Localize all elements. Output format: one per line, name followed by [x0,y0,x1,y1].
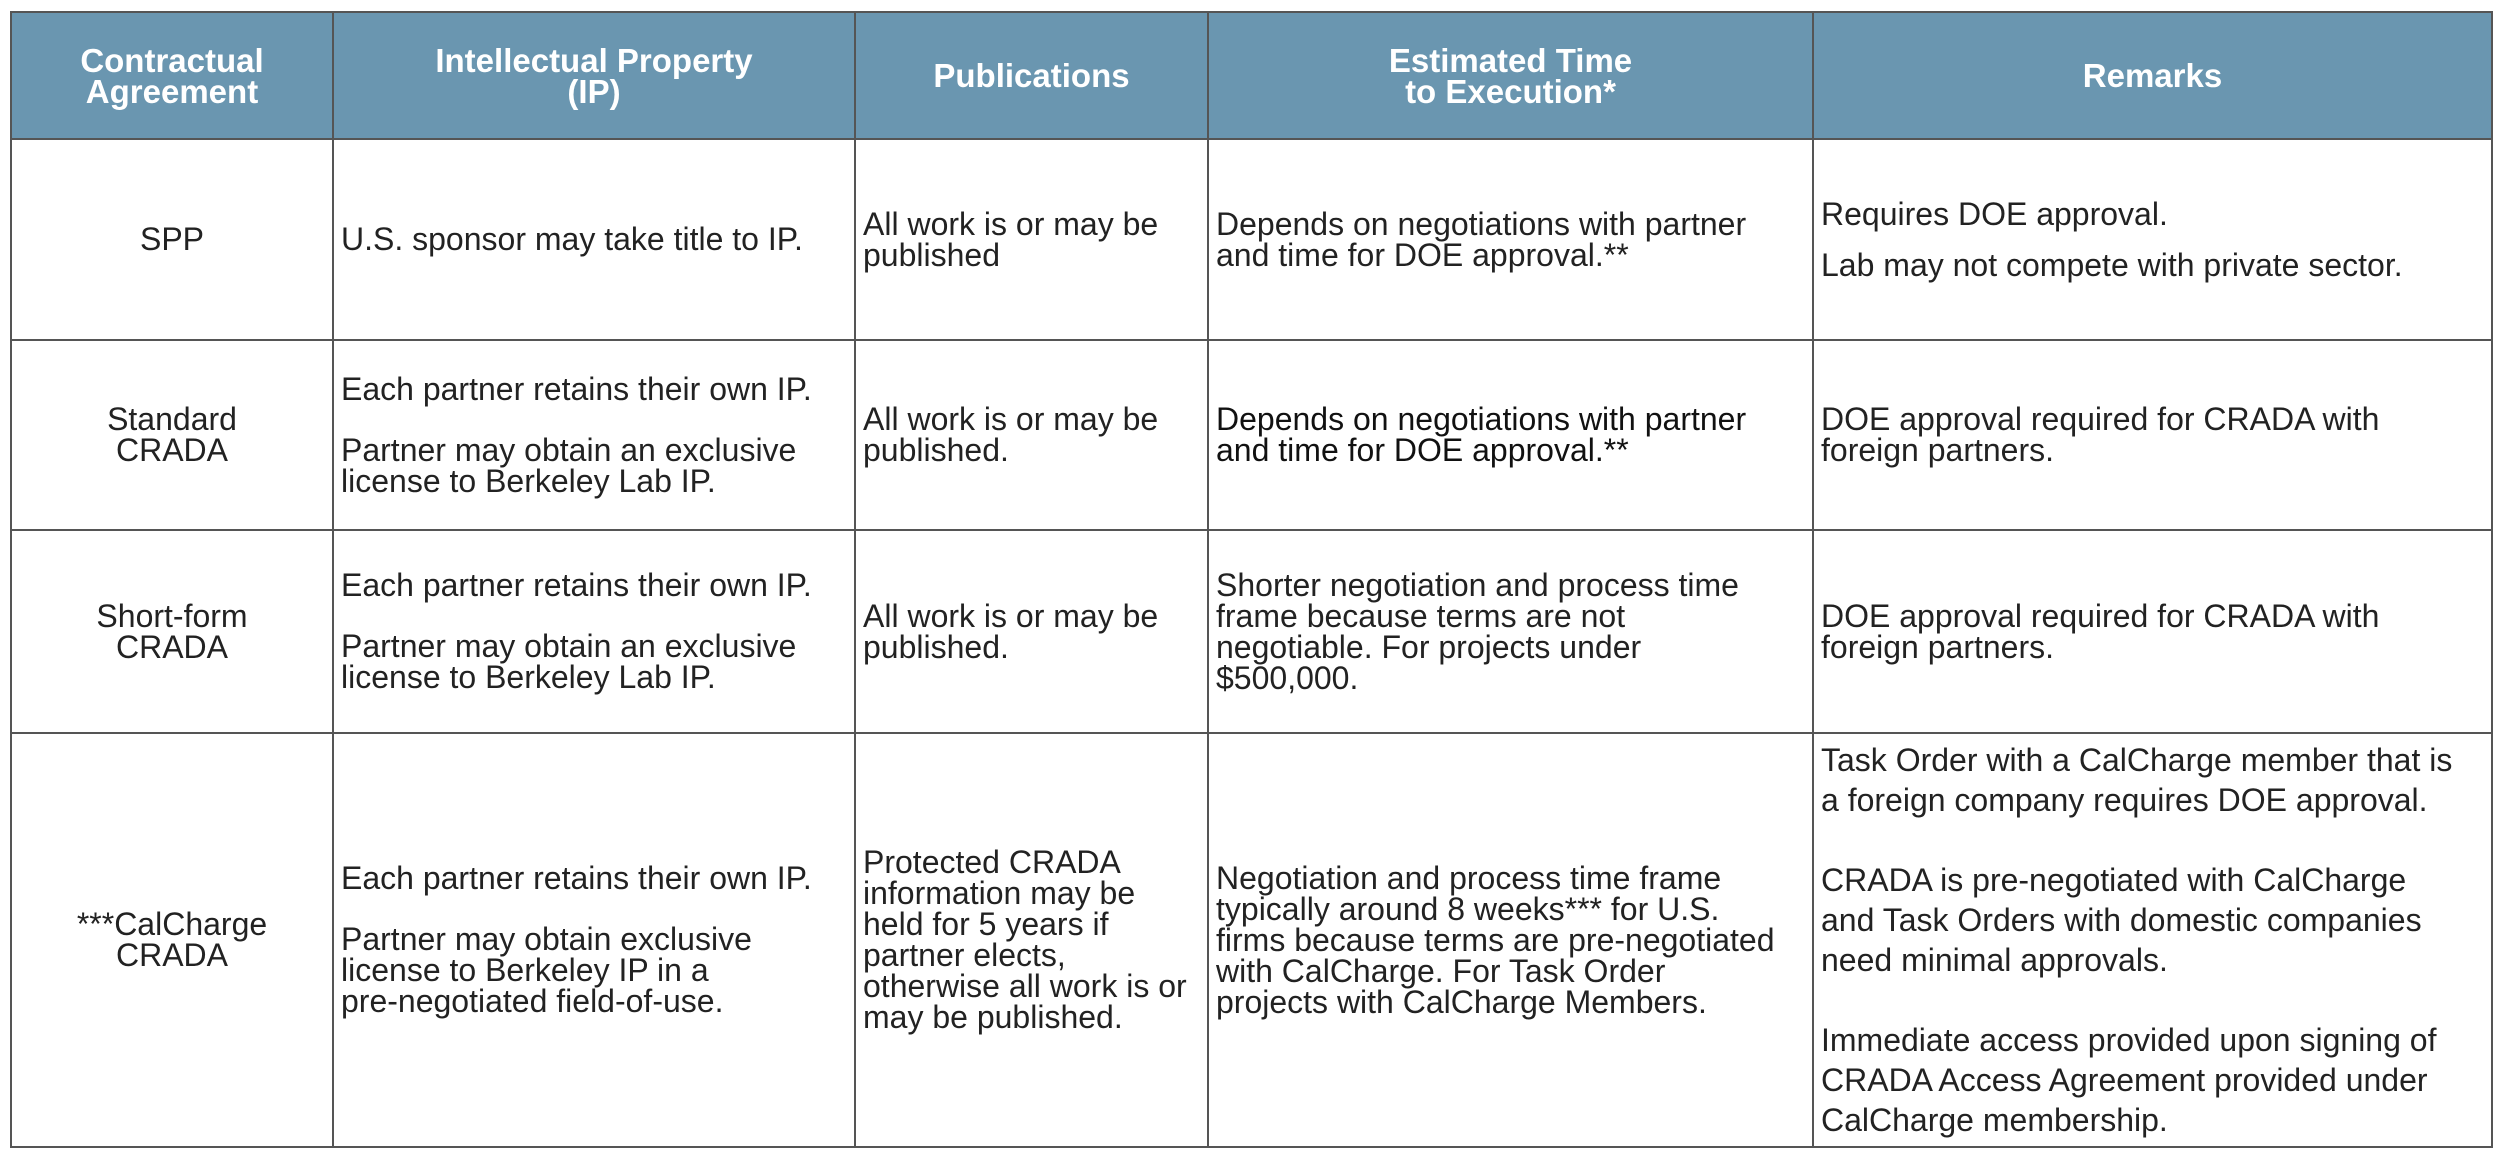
publications-cell: All work is or may be published [855,139,1208,340]
ip-cell: Each partner retains their own IP. Partner may obtain an exclusive license to Berkeley Lab IP. [333,340,855,530]
header-publications: Publications [855,12,1208,139]
header-remarks: Remarks [1813,12,2492,139]
publications-cell: All work is or may be published. [855,340,1208,530]
header-row [11,12,2492,139]
header-estimated-time: Estimated Time to Execution* [1208,12,1813,139]
ip-cell: Each partner retains their own IP. Partner may obtain exclusive license to Berkeley IP in a pre-negotiated field-of-use. [333,733,855,1147]
publications-cell: Protected CRADA information may be held for 5 years if partner elects, otherwise all work is or may be published. [855,733,1208,1147]
ip-cell: Each partner retains their own IP. Partner may obtain an exclusive license to Berkeley Lab IP. [333,530,855,733]
table-row-short-form-crada [11,530,2492,733]
time-cell: Depends on negotiations with partner and time for DOE approval.** [1208,340,1813,530]
agreements-table [10,11,2493,1148]
remarks-cell: Requires DOE approval. Lab may not compete with private sector. [1813,139,2492,340]
agreement-cell: SPP [11,139,333,340]
ip-cell: U.S. sponsor may take title to IP. [333,139,855,340]
table-row-spp [11,139,2492,340]
table-row-calcharge-crada [11,733,2492,1147]
header-contractual-agreement: Contractual Agreement [11,12,333,139]
time-cell: Negotiation and process time frame typically around 8 weeks*** for U.S. firms because terms are pre-negotiated with CalCharge. For Task Order projects with CalCharge Members. [1208,733,1813,1147]
publications-cell: All work is or may be published. [855,530,1208,733]
remarks-cell: DOE approval required for CRADA with foreign partners. [1813,340,2492,530]
table-row-standard-crada [11,340,2492,530]
agreement-cell: ***CalCharge CRADA [11,733,333,1147]
remarks-cell: Task Order with a CalCharge member that is a foreign company requires DOE approval. CRADA is pre-negotiated with CalCharge and Task Orders with domestic companies need minimal approvals. Immediate access provided upon signing of CRADA Access Agreement provided under CalCharge membership. [1813,733,2492,1147]
remarks-cell: DOE approval required for CRADA with foreign partners. [1813,530,2492,733]
header-intellectual-property: Intellectual Property (IP) [333,12,855,139]
agreement-cell: Standard CRADA [11,340,333,530]
agreement-cell: Short-form CRADA [11,530,333,733]
time-cell: Depends on negotiations with partner and time for DOE approval.** [1208,139,1813,340]
time-cell: Shorter negotiation and process time frame because terms are not negotiable. For projects under $500,000. [1208,530,1813,733]
